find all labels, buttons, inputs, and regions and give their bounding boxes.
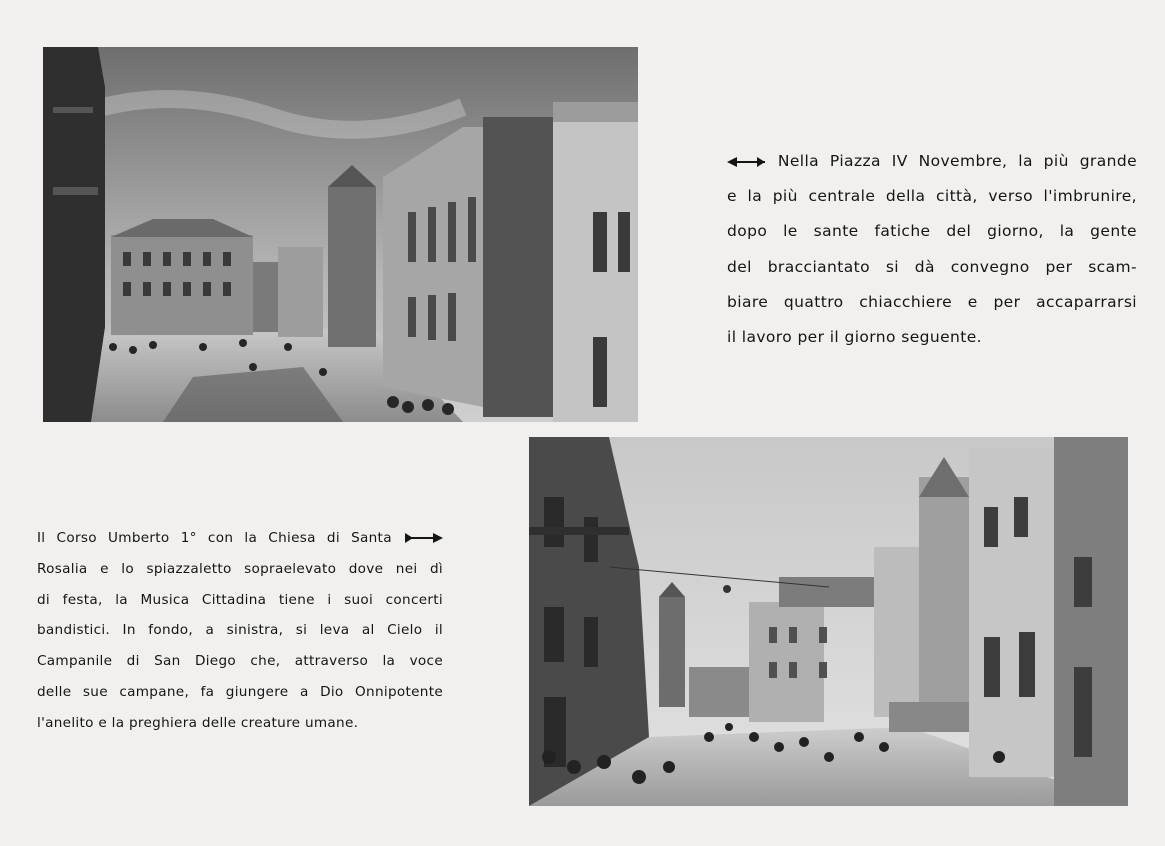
left-arrow-icon: [727, 156, 767, 168]
right-arrow-icon: [403, 532, 443, 544]
photo-piazza-iv-novembre: [43, 47, 638, 422]
caption-bottom-line-7: l'anelito e la preghiera delle creature umane.: [37, 714, 359, 731]
caption-bottom-line-2: Rosalia e lo spiazzaletto sopraelevato dove nei dì: [37, 560, 443, 577]
caption-piazza: [727, 144, 1137, 355]
caption-top-line-6: il lavoro per il giorno seguente.: [727, 328, 982, 347]
caption-bottom-line-1: Il Corso Umberto 1° con la Chiesa di Santa: [37, 530, 392, 546]
caption-corso-umberto: [37, 523, 443, 739]
caption-bottom-line-3: di festa, la Musica Cittadina tiene i suoi concerti: [37, 591, 443, 608]
caption-bottom-line-6: delle sue campane, fa giungere a Dio Onnipotente: [37, 683, 443, 700]
caption-top-line-5: biare quattro chiacchiere e per accaparrarsi: [727, 292, 1137, 311]
caption-top-line-4: del bracciantato si dà convegno per scam-: [727, 257, 1137, 276]
caption-bottom-line-5: Campanile di San Diego che, attraverso la voce: [37, 653, 443, 670]
photo-piazza-artwork: [43, 47, 638, 422]
caption-line: [727, 144, 1137, 179]
caption-top-line-1: Nella Piazza IV Novembre, la più grande: [777, 152, 1137, 170]
caption-top-line-2: e la più centrale della città, verso l'imbrunire,: [727, 187, 1137, 206]
caption-top-line-3: dopo le sante fatiche del giorno, la gente: [727, 222, 1137, 241]
photo-corso-artwork: [529, 437, 1128, 806]
caption-line: [37, 523, 443, 554]
caption-bottom-line-4: bandistici. In fondo, a sinistra, si leva al Cielo il: [37, 622, 443, 639]
photo-corso-umberto: [529, 437, 1128, 806]
